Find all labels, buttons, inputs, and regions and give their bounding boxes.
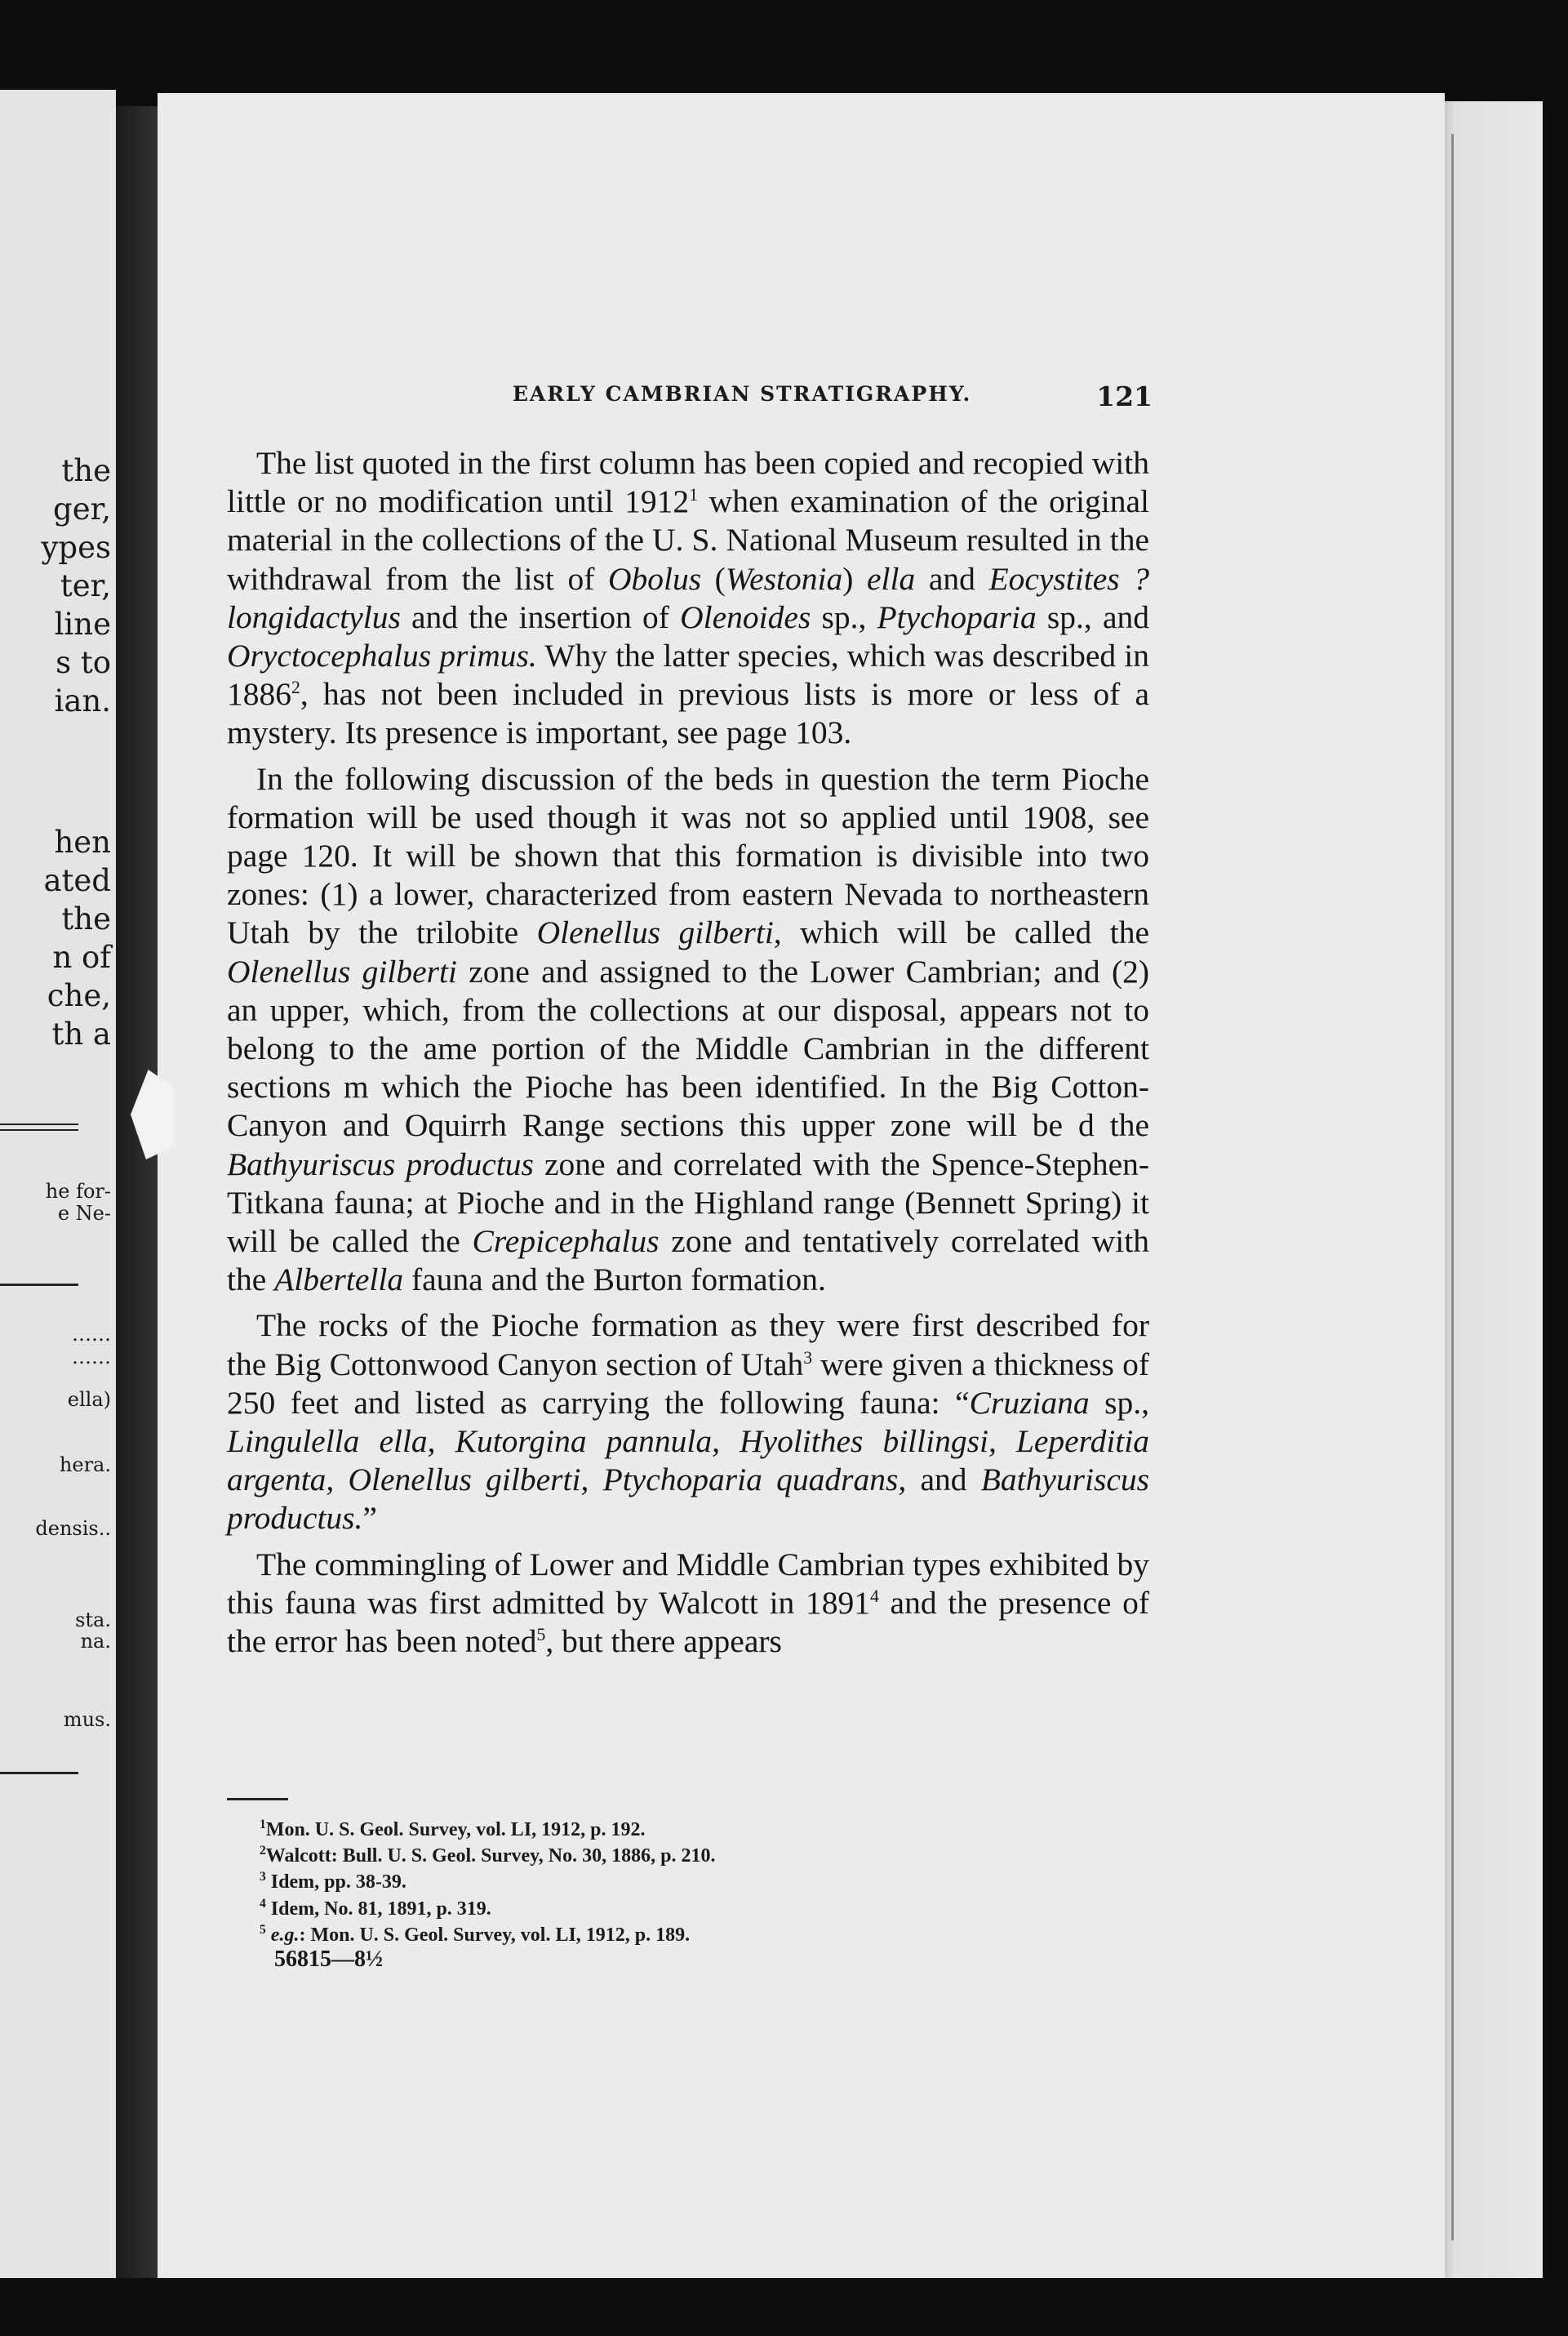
paragraph-3: The rocks of the Pioche formation as they were first described for the Big Cottonwood Canyon section of Utah$^3$ were given a thickness of 250 feet and listed as carrying the following fauna: “Cruziana sp., Lingulella ella, Kutorgina pannula, Hyolithes billingsi, Leperditia argenta, Olenellus gilberti, Ptychoparia quadrans, and Bathyuriscus productus.” <box>227 1307 1150 1537</box>
left-facing-page <box>0 90 116 2278</box>
left-fragment: che, <box>47 978 111 1013</box>
left-rule <box>0 1772 78 1774</box>
left-fragment: ter, <box>60 568 111 603</box>
left-fragment: hen <box>54 825 111 860</box>
printer-signature: 56815—8½ <box>274 1947 383 1972</box>
footnote-ref: 2 <box>291 678 300 698</box>
left-small-fragment: hera. <box>59 1453 111 1476</box>
body-text <box>227 444 1149 1668</box>
running-head: EARLY CAMBRIAN STRATIGRAPHY. <box>512 382 972 406</box>
page-edge-line <box>1451 134 1454 2240</box>
left-fragment: s to <box>56 645 111 680</box>
footnote-ref: 4 <box>870 1586 879 1606</box>
left-fragment: n of <box>52 940 111 975</box>
left-small-fragment: …… <box>72 1346 111 1368</box>
left-small-fragment: he for- <box>45 1180 111 1203</box>
paragraph-1: The list quoted in the first column has been copied and recopied with little or no modification until 1912$^1$ when examination of the original material in the collections of the U. S. National Museum resulted in the withdrawal from the list of Obolus (Westonia) ella and Eocystites ? longidactylus and the insertion of Olenoides sp., Ptychoparia sp., and Oryctocephalus primus. Why the latter species, which was described in 1886$^2$, has not been included in previous lists is more or less of a mystery. Its presence is important, see page 103. <box>227 445 1150 751</box>
footnote: $^2$Walcott: Bull. U. S. Geol. Survey, No. 30, 1886, p. 210. <box>260 1844 716 1867</box>
left-fragment: ypes <box>41 530 111 565</box>
left-fragment: ian. <box>54 683 111 719</box>
paragraph-4: The commingling of Lower and Middle Cambrian types exhibited by this fauna was first admitted by Walcott in 1891$^4$ and the presence of the error has been noted$^5$, but there appears <box>227 1546 1149 1660</box>
left-small-fragment: na. <box>80 1630 111 1653</box>
left-rule <box>0 1284 78 1286</box>
left-fragment: the <box>61 901 111 937</box>
paragraph-2: In the following discussion of the beds in question the term Pioche formation will be used though it was not so applied until 1908, see page 120. It will be shown that this formation is divisible into two zones: (1) a lower, characterized from eastern Nevada to northeastern Utah by the trilobite Olenellus gilberti, which will be called the Olenellus gilberti zone and assigned to the Lower Cambrian; and (2) an upper, which, from the collections at our disposal, appears not to belong to the ame portion of the Middle Cambrian in the different sections m which the Pioche has been identified. In the Big Cotton- Canyon and Oquirrh Range sections this upper zone will be d the Bathyuriscus productus zone and correlated with the Spence-Stephen-Titkana fauna; at Pioche and in the Highland range (Bennett Spring) it will be called the Crepicephalus zone and tentatively correlated with the Albertella fauna and the Burton formation. <box>227 760 1150 1298</box>
left-double-rule <box>0 1124 78 1125</box>
footnote-ref: 1 <box>689 485 699 505</box>
page-number: 121 <box>1096 380 1153 412</box>
left-fragment: th a <box>51 1017 111 1052</box>
footnote-ref: 3 <box>803 1347 813 1368</box>
page-edge <box>1445 101 1543 2278</box>
footnote: $^3$ Idem, pp. 38-39. <box>260 1870 406 1893</box>
footnote: $^1$Mon. U. S. Geol. Survey, vol. LI, 1912, p. 192. <box>260 1818 646 1840</box>
footnote-ref: 5 <box>536 1624 546 1644</box>
left-small-fragment: e Ne- <box>57 1202 111 1225</box>
left-small-fragment: sta. <box>75 1609 111 1631</box>
footnote: $^5$ e.g.: Mon. U. S. Geol. Survey, vol. LI, 1912, p. 189. <box>260 1922 691 1946</box>
footnote-rule <box>227 1798 288 1800</box>
footnotes <box>260 1814 1076 1946</box>
left-fragment: line <box>54 607 111 642</box>
left-fragment: the <box>61 453 111 488</box>
left-small-fragment: mus. <box>63 1708 111 1731</box>
footnote: $^4$ Idem, No. 81, 1891, p. 319. <box>260 1896 491 1920</box>
left-small-fragment: densis.. <box>35 1517 111 1540</box>
left-fragment: ger, <box>53 492 111 527</box>
left-fragment: ated <box>43 863 111 898</box>
left-small-fragment: ella) <box>67 1388 111 1411</box>
left-small-fragment: …… <box>72 1323 111 1346</box>
